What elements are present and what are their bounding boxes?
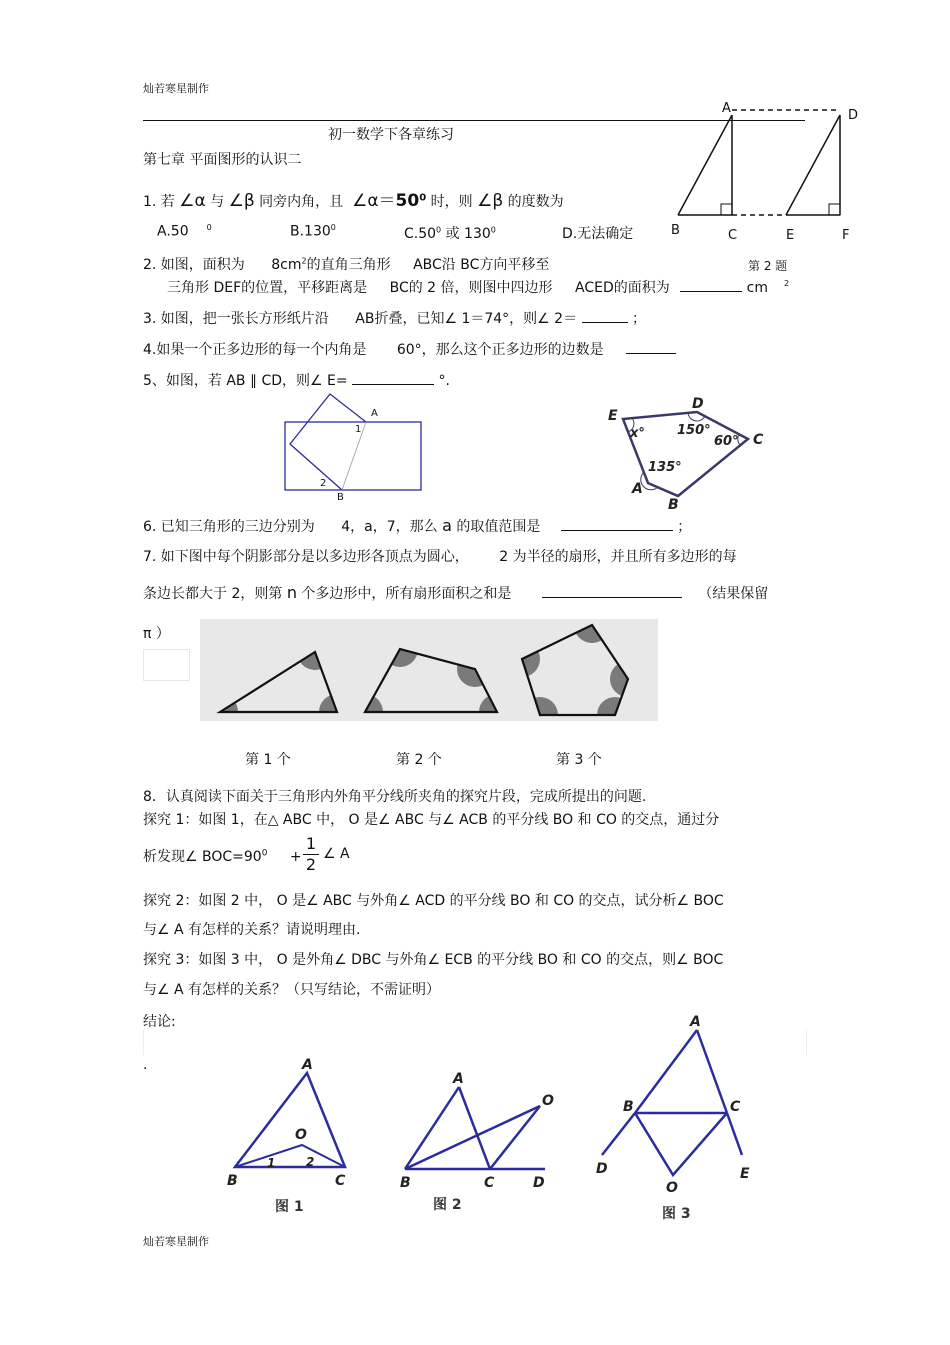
fig3-side-ab — [635, 1030, 697, 1113]
q2-label-c: C — [728, 228, 738, 243]
q2-line-2 — [167, 277, 789, 297]
q3-rectangle — [285, 422, 421, 490]
fig3-label-b: B — [623, 1099, 634, 1115]
q7-text-d: 个多边形中，所有扇形面积之和是 — [301, 586, 512, 602]
q2-unit: cm — [746, 280, 768, 296]
q2-text-a: 2. 如图，面积为 — [143, 257, 245, 273]
q7-caption-1: 第 1 个 — [245, 752, 291, 768]
q2-text-e: 三角形 DEF的位置，平移距离是 — [167, 280, 368, 296]
q1-option-a-text: A.50 — [157, 223, 189, 240]
q7-line-3: π ） — [143, 626, 170, 642]
fig1-label-one: 1 — [267, 1156, 276, 1170]
fig3-caption: 图 3 — [662, 1206, 691, 1222]
q5-answer-blank[interactable] — [352, 370, 434, 385]
q3-text-b: AB折叠，已知∠ 1＝74°，则∠ 2＝ — [355, 311, 578, 327]
fig3-extension-ce — [727, 1113, 742, 1155]
q5-angle-x: x° — [630, 426, 645, 441]
q8-explore-1-a: 探究 1：如图 1，在△ ABC 中， O 是∠ ABC 与∠ ACB 的平分线 BO 和 CO 的交点，通过分 — [143, 812, 720, 828]
q1-eq-value: 50 — [395, 191, 420, 211]
q8-figure-3 — [590, 1010, 765, 1225]
q7-variable-n: n — [286, 583, 297, 602]
q4-answer-blank[interactable] — [626, 339, 676, 354]
fig3-label-a: A — [690, 1014, 701, 1030]
q8-fraction-denominator: 2 — [303, 854, 319, 875]
q1-text-a: 1. 若 — [143, 194, 175, 210]
q8-e1-plus: + — [289, 849, 302, 865]
fig2-side-ac — [459, 1087, 490, 1169]
q8-e1-degree: 0 — [261, 848, 268, 859]
q3-folded-flap — [290, 394, 366, 490]
fig3-label-e: E — [740, 1166, 750, 1182]
q5-stem — [143, 370, 450, 390]
q5-text: 5、如图，若 AB ∥ CD，则∠ E= — [143, 373, 348, 389]
q2-label-a: A — [722, 101, 731, 116]
fig3-extension-bd — [602, 1113, 635, 1155]
q6-text-b: 4，a，7，那么 — [341, 519, 438, 535]
q1-option-b — [290, 223, 336, 240]
q7-text-c: 条边长都大于 2，则第 — [143, 586, 283, 602]
q5-figure — [600, 392, 780, 517]
q1-eq: ∠α＝ — [352, 191, 396, 211]
header-maker: 灿若寒星制作 — [143, 82, 209, 95]
q8-intro: 8．认真阅读下面关于三角形内外角平分线所夹角的探究片段，完成所提出的问题. — [143, 789, 647, 805]
fig2-label-d: D — [533, 1175, 545, 1191]
q7-figure — [200, 619, 658, 721]
fig3-side-ac — [697, 1030, 727, 1113]
q2-line-1 — [143, 254, 549, 274]
fig1-label-o: O — [295, 1127, 307, 1143]
q2-unit-sup: 2 — [783, 279, 790, 289]
q5-end: °. — [438, 373, 450, 389]
q3-label-a: A — [371, 408, 378, 419]
fig1-label-a: A — [302, 1057, 313, 1073]
q3-label-b: B — [337, 492, 344, 503]
q8-conclusion-label: 结论: — [143, 1014, 176, 1030]
fig1-label-b: B — [227, 1173, 238, 1189]
q2-label-e: E — [786, 228, 795, 243]
q3-stem — [143, 308, 646, 328]
page-title: 初一数学下各章练习 — [328, 127, 454, 143]
fig2-caption: 图 2 — [433, 1197, 462, 1213]
q7-caption-2: 第 2 个 — [396, 752, 442, 768]
q7-text-a: 7. 如下图中每个阴影部分是以多边形各顶点为圆心， — [143, 549, 469, 565]
q7-line-2 — [143, 583, 768, 603]
q2-edge-ab — [678, 115, 732, 215]
q1-text-e: 的度数为 — [507, 194, 564, 210]
q5-label-b: B — [668, 497, 679, 513]
q2-right-angle-c — [721, 204, 732, 215]
q3-answer-blank[interactable] — [582, 308, 628, 323]
q7-line-1 — [143, 546, 737, 566]
q2-right-angle-f — [829, 204, 840, 215]
q3-end: ； — [631, 311, 646, 327]
fig1-label-two: 2 — [306, 1155, 315, 1169]
q1-option-b-text: B.130 — [290, 223, 331, 240]
q1-option-d: D.无法确定 — [562, 226, 634, 242]
q2-edge-ed — [786, 115, 840, 215]
fig2-label-c: C — [484, 1175, 495, 1191]
q2-figure-caption: 第 2 题 — [748, 259, 788, 273]
q2-area: 8cm — [271, 257, 302, 273]
chapter-title: 第七章 平面图形的认识二 — [143, 152, 302, 168]
q6-stem — [143, 516, 691, 536]
q5-label-d: D — [692, 396, 704, 412]
q1-text-b: 与 — [210, 194, 225, 210]
q1-option-c-degree: 0 — [436, 225, 442, 235]
q8-e1-angle: ∠ A — [323, 846, 350, 862]
q7-caption-3: 第 3 个 — [556, 752, 602, 768]
q8-explore-2-b: 与∠ A 有怎样的关系？请说明理由. — [143, 922, 361, 938]
q7-text-b: 2 为半径的扇形，并且所有多边形的每 — [499, 549, 737, 565]
q1-option-a-degree: 0 — [206, 223, 212, 232]
q2-text-g: ACED的面积为 — [575, 280, 670, 296]
q8-explore-1-b — [143, 846, 302, 866]
q3-text-a: 3. 如图，把一张长方形纸片沿 — [143, 311, 329, 327]
q5-label-e: E — [608, 408, 618, 424]
q8-explore-3-b: 与∠ A 有怎样的关系？（只写结论，不需证明） — [143, 982, 441, 998]
q6-answer-blank[interactable] — [561, 516, 673, 531]
q4-stem — [143, 339, 676, 359]
q3-label-one: 1 — [355, 424, 362, 435]
q8-fraction-numerator: 1 — [305, 834, 317, 853]
fig1-bisectors — [235, 1145, 345, 1167]
q1-alpha: ∠α — [179, 191, 206, 211]
q1-option-c-text-2: 或 130 — [445, 226, 491, 242]
q1-text-c: 同旁内角，且 — [259, 194, 344, 210]
q7-answer-blank[interactable] — [542, 583, 682, 598]
q1-beta: ∠β — [228, 191, 255, 211]
q2-text-d: ABC沿 BC方向平移至 — [413, 257, 550, 273]
fig2-label-b: B — [400, 1175, 411, 1191]
q3-fold-line — [342, 422, 366, 490]
q2-figure — [660, 100, 860, 275]
q3-figure — [280, 392, 430, 504]
fig3-bisectors — [635, 1113, 727, 1175]
q8-fraction — [303, 834, 319, 875]
q5-angle-135: 135° — [648, 460, 682, 475]
q5-label-c: C — [753, 432, 764, 448]
q8-explore-2-a: 探究 2：如图 2 中， O 是∠ ABC 与外角∠ ACD 的平分线 BO 和 CO 的交点，试分析∠ BOC — [143, 893, 724, 909]
fig3-label-d: D — [596, 1161, 608, 1177]
q8-e1-text: 析发现∠ BOC=90 — [143, 849, 262, 865]
q8-explore-3-a: 探究 3：如图 3 中， O 是外角∠ DBC 与外角∠ ECB 的平分线 BO 和 CO 的交点，则∠ BOC — [143, 952, 724, 968]
q8-figure-2 — [395, 1068, 565, 1218]
fig2-label-o: O — [542, 1093, 554, 1109]
q1-option-b-degree: 0 — [330, 223, 336, 232]
q2-answer-blank[interactable] — [680, 277, 742, 292]
q8-conclusion-dot: . — [143, 1057, 148, 1073]
q6-variable-a: a — [442, 516, 452, 535]
q7-blank-box — [143, 649, 190, 681]
q1-option-c — [404, 223, 496, 243]
q4-text-a: 4.如果一个正多边形的每一个内角是 — [143, 342, 367, 358]
fig1-caption: 图 1 — [275, 1199, 304, 1215]
q1-stem — [143, 186, 564, 211]
q2-text-f: BC的 2 倍，则图中四边形 — [389, 280, 553, 296]
q5-label-a: A — [632, 481, 643, 497]
q3-label-two: 2 — [320, 478, 327, 489]
footer-maker: 灿若寒星制作 — [143, 1235, 209, 1248]
q8-figure-1 — [225, 1055, 355, 1220]
q1-text-d: 时，则 — [430, 194, 473, 210]
q5-angle-60: 60° — [714, 434, 739, 449]
q6-end: ； — [677, 519, 692, 535]
q2-label-b: B — [671, 223, 680, 238]
q6-text-c: 的取值范围是 — [456, 519, 541, 535]
fig3-label-c: C — [730, 1099, 741, 1115]
fig2-bisector-co — [490, 1106, 540, 1169]
q1-option-c-degree-2: 0 — [490, 225, 496, 235]
fig2-label-a: A — [453, 1071, 464, 1087]
q1-option-a — [157, 223, 212, 240]
q2-area-sup: 2 — [301, 256, 307, 266]
q2-label-f: F — [842, 228, 850, 243]
fig1-label-c: C — [335, 1173, 346, 1189]
q1-beta-2: ∠β — [477, 191, 504, 211]
q6-text-a: 6. 已知三角形的三边分别为 — [143, 519, 315, 535]
fig1-triangle — [235, 1073, 345, 1167]
q1-degree: 0 — [419, 192, 427, 204]
q1-option-c-text: C.50 — [404, 226, 437, 242]
q7-text-e: （结果保留 — [698, 586, 769, 602]
fig3-label-o: O — [666, 1180, 678, 1196]
q5-angle-150: 150° — [677, 423, 711, 438]
q4-text-b: 60°，那么这个正多边形的边数是 — [396, 342, 604, 358]
q2-text-c: 的直角三角形 — [306, 257, 391, 273]
q2-label-d: D — [848, 108, 859, 123]
